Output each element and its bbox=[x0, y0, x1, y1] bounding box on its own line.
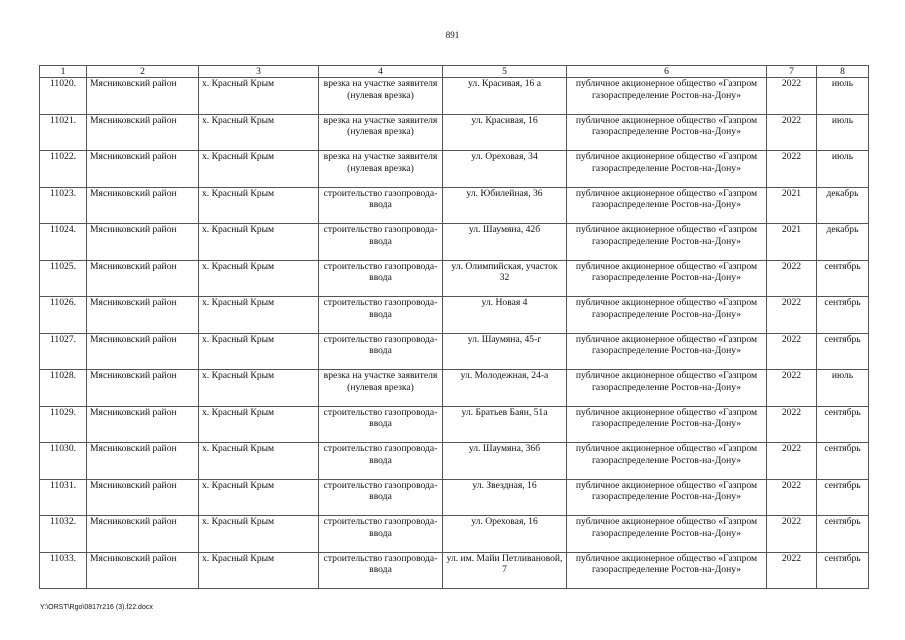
address-cell: ул. Красивая, 16 bbox=[443, 114, 567, 151]
address-cell: ул. Новая 4 bbox=[443, 297, 567, 334]
organization-cell: публичное акционерное общество «Газпром газораспределение Ростов-на-Дону» bbox=[567, 78, 767, 115]
row-number-cell: 11020. bbox=[40, 78, 87, 115]
settlement-cell: х. Красный Крым bbox=[199, 406, 319, 443]
district-cell: Мясниковский район bbox=[87, 187, 199, 224]
year-cell: 2022 bbox=[767, 443, 817, 480]
year-cell: 2022 bbox=[767, 406, 817, 443]
year-cell: 2022 bbox=[767, 151, 817, 188]
year-cell: 2022 bbox=[767, 552, 817, 589]
column-header: 7 bbox=[767, 66, 817, 78]
work-type-cell: строительство газопровода-ввода bbox=[319, 297, 443, 334]
organization-cell: публичное акционерное общество «Газпром газораспределение Ростов-на-Дону» bbox=[567, 224, 767, 261]
row-number-cell: 11032. bbox=[40, 516, 87, 553]
settlement-cell: х. Красный Крым bbox=[199, 552, 319, 589]
district-cell: Мясниковский район bbox=[87, 552, 199, 589]
district-cell: Мясниковский район bbox=[87, 370, 199, 407]
table-row bbox=[40, 479, 869, 516]
district-cell: Мясниковский район bbox=[87, 479, 199, 516]
table-row bbox=[40, 516, 869, 553]
year-cell: 2022 bbox=[767, 333, 817, 370]
column-header: 5 bbox=[443, 66, 567, 78]
table-row bbox=[40, 187, 869, 224]
row-number-cell: 11022. bbox=[40, 151, 87, 188]
table-row bbox=[40, 552, 869, 589]
settlement-cell: х. Красный Крым bbox=[199, 370, 319, 407]
work-type-cell: строительство газопровода-ввода bbox=[319, 552, 443, 589]
row-number-cell: 11025. bbox=[40, 260, 87, 297]
district-cell: Мясниковский район bbox=[87, 297, 199, 334]
address-cell: ул. Шаумяна, 42б bbox=[443, 224, 567, 261]
year-cell: 2021 bbox=[767, 187, 817, 224]
district-cell: Мясниковский район bbox=[87, 224, 199, 261]
header-row bbox=[40, 66, 869, 78]
year-cell: 2022 bbox=[767, 370, 817, 407]
month-cell: сентябрь bbox=[817, 516, 869, 553]
table-row bbox=[40, 406, 869, 443]
column-header: 1 bbox=[40, 66, 87, 78]
month-cell: декабрь bbox=[817, 187, 869, 224]
address-cell: ул. Красивая, 16 а bbox=[443, 78, 567, 115]
table-row bbox=[40, 333, 869, 370]
year-cell: 2022 bbox=[767, 114, 817, 151]
work-type-cell: строительство газопровода-ввода bbox=[319, 333, 443, 370]
address-cell: ул. Братьев Баян, 51а bbox=[443, 406, 567, 443]
organization-cell: публичное акционерное общество «Газпром газораспределение Ростов-на-Дону» bbox=[567, 443, 767, 480]
organization-cell: публичное акционерное общество «Газпром газораспределение Ростов-на-Дону» bbox=[567, 114, 767, 151]
settlement-cell: х. Красный Крым bbox=[199, 260, 319, 297]
page-number: 891 bbox=[445, 30, 460, 40]
year-cell: 2022 bbox=[767, 297, 817, 334]
column-header: 2 bbox=[87, 66, 199, 78]
district-cell: Мясниковский район bbox=[87, 114, 199, 151]
district-cell: Мясниковский район bbox=[87, 333, 199, 370]
row-number-cell: 11027. bbox=[40, 333, 87, 370]
organization-cell: публичное акционерное общество «Газпром газораспределение Ростов-на-Дону» bbox=[567, 370, 767, 407]
row-number-cell: 11029. bbox=[40, 406, 87, 443]
district-cell: Мясниковский район bbox=[87, 406, 199, 443]
work-type-cell: врезка на участке заявителя (нулевая врезка) bbox=[319, 78, 443, 115]
work-type-cell: строительство газопровода-ввода bbox=[319, 516, 443, 553]
month-cell: сентябрь bbox=[817, 297, 869, 334]
organization-cell: публичное акционерное общество «Газпром газораспределение Ростов-на-Дону» bbox=[567, 187, 767, 224]
month-cell: сентябрь bbox=[817, 260, 869, 297]
settlement-cell: х. Красный Крым bbox=[199, 516, 319, 553]
settlement-cell: х. Красный Крым bbox=[199, 114, 319, 151]
file-path-footer: Y:\ORST\Rgo\0817r216 (3).f22.docx bbox=[40, 604, 153, 611]
settlement-cell: х. Красный Крым bbox=[199, 224, 319, 261]
month-cell: июль bbox=[817, 370, 869, 407]
district-cell: Мясниковский район bbox=[87, 443, 199, 480]
row-number-cell: 11033. bbox=[40, 552, 87, 589]
address-cell: ул. Звездная, 16 bbox=[443, 479, 567, 516]
settlement-cell: х. Красный Крым bbox=[199, 78, 319, 115]
organization-cell: публичное акционерное общество «Газпром газораспределение Ростов-на-Дону» bbox=[567, 552, 767, 589]
address-cell: ул. Шаумяна, 36б bbox=[443, 443, 567, 480]
settlement-cell: х. Красный Крым bbox=[199, 333, 319, 370]
row-number-cell: 11030. bbox=[40, 443, 87, 480]
district-cell: Мясниковский район bbox=[87, 78, 199, 115]
month-cell: сентябрь bbox=[817, 333, 869, 370]
work-type-cell: врезка на участке заявителя (нулевая врезка) bbox=[319, 114, 443, 151]
table-row bbox=[40, 370, 869, 407]
work-type-cell: строительство газопровода-ввода bbox=[319, 260, 443, 297]
organization-cell: публичное акционерное общество «Газпром газораспределение Ростов-на-Дону» bbox=[567, 406, 767, 443]
month-cell: июль bbox=[817, 114, 869, 151]
table-row bbox=[40, 224, 869, 261]
table-row bbox=[40, 443, 869, 480]
organization-cell: публичное акционерное общество «Газпром газораспределение Ростов-на-Дону» bbox=[567, 297, 767, 334]
organization-cell: публичное акционерное общество «Газпром газораспределение Ростов-на-Дону» bbox=[567, 260, 767, 297]
row-number-cell: 11026. bbox=[40, 297, 87, 334]
address-cell: ул. Ореховая, 16 bbox=[443, 516, 567, 553]
column-header: 6 bbox=[567, 66, 767, 78]
organization-cell: публичное акционерное общество «Газпром газораспределение Ростов-на-Дону» bbox=[567, 333, 767, 370]
year-cell: 2022 bbox=[767, 78, 817, 115]
row-number-cell: 11023. bbox=[40, 187, 87, 224]
column-header: 3 bbox=[199, 66, 319, 78]
address-cell: ул. им. Майи Петливановой, 7 bbox=[443, 552, 567, 589]
month-cell: сентябрь bbox=[817, 443, 869, 480]
table-row bbox=[40, 78, 869, 115]
work-type-cell: врезка на участке заявителя (нулевая врезка) bbox=[319, 370, 443, 407]
address-cell: ул. Олимпийская, участок 32 bbox=[443, 260, 567, 297]
settlement-cell: х. Красный Крым bbox=[199, 479, 319, 516]
settlement-cell: х. Красный Крым bbox=[199, 151, 319, 188]
work-type-cell: строительство газопровода-ввода bbox=[319, 406, 443, 443]
district-cell: Мясниковский район bbox=[87, 516, 199, 553]
table-row bbox=[40, 297, 869, 334]
settlement-cell: х. Красный Крым bbox=[199, 443, 319, 480]
work-type-cell: строительство газопровода-ввода bbox=[319, 443, 443, 480]
month-cell: сентябрь bbox=[817, 479, 869, 516]
column-header: 8 bbox=[817, 66, 869, 78]
table-row bbox=[40, 114, 869, 151]
address-cell: ул. Молодежная, 24-а bbox=[443, 370, 567, 407]
year-cell: 2022 bbox=[767, 260, 817, 297]
year-cell: 2022 bbox=[767, 479, 817, 516]
table-row bbox=[40, 151, 869, 188]
district-cell: Мясниковский район bbox=[87, 260, 199, 297]
organization-cell: публичное акционерное общество «Газпром газораспределение Ростов-на-Дону» bbox=[567, 151, 767, 188]
address-cell: ул. Юбилейная, 36 bbox=[443, 187, 567, 224]
table-row bbox=[40, 260, 869, 297]
year-cell: 2022 bbox=[767, 516, 817, 553]
month-cell: июль bbox=[817, 78, 869, 115]
row-number-cell: 11024. bbox=[40, 224, 87, 261]
settlement-cell: х. Красный Крым bbox=[199, 297, 319, 334]
organization-cell: публичное акционерное общество «Газпром газораспределение Ростов-на-Дону» bbox=[567, 516, 767, 553]
settlement-cell: х. Красный Крым bbox=[199, 187, 319, 224]
work-type-cell: строительство газопровода-ввода bbox=[319, 479, 443, 516]
row-number-cell: 11031. bbox=[40, 479, 87, 516]
work-type-cell: строительство газопровода-ввода bbox=[319, 224, 443, 261]
month-cell: июль bbox=[817, 151, 869, 188]
row-number-cell: 11021. bbox=[40, 114, 87, 151]
organization-cell: публичное акционерное общество «Газпром газораспределение Ростов-на-Дону» bbox=[567, 479, 767, 516]
month-cell: декабрь bbox=[817, 224, 869, 261]
address-cell: ул. Ореховая, 34 bbox=[443, 151, 567, 188]
row-number-cell: 11028. bbox=[40, 370, 87, 407]
year-cell: 2021 bbox=[767, 224, 817, 261]
district-cell: Мясниковский район bbox=[87, 151, 199, 188]
month-cell: сентябрь bbox=[817, 552, 869, 589]
month-cell: сентябрь bbox=[817, 406, 869, 443]
work-type-cell: строительство газопровода-ввода bbox=[319, 187, 443, 224]
work-type-cell: врезка на участке заявителя (нулевая врезка) bbox=[319, 151, 443, 188]
column-header: 4 bbox=[319, 66, 443, 78]
data-table bbox=[39, 65, 869, 589]
address-cell: ул. Шаумяна, 45-г bbox=[443, 333, 567, 370]
